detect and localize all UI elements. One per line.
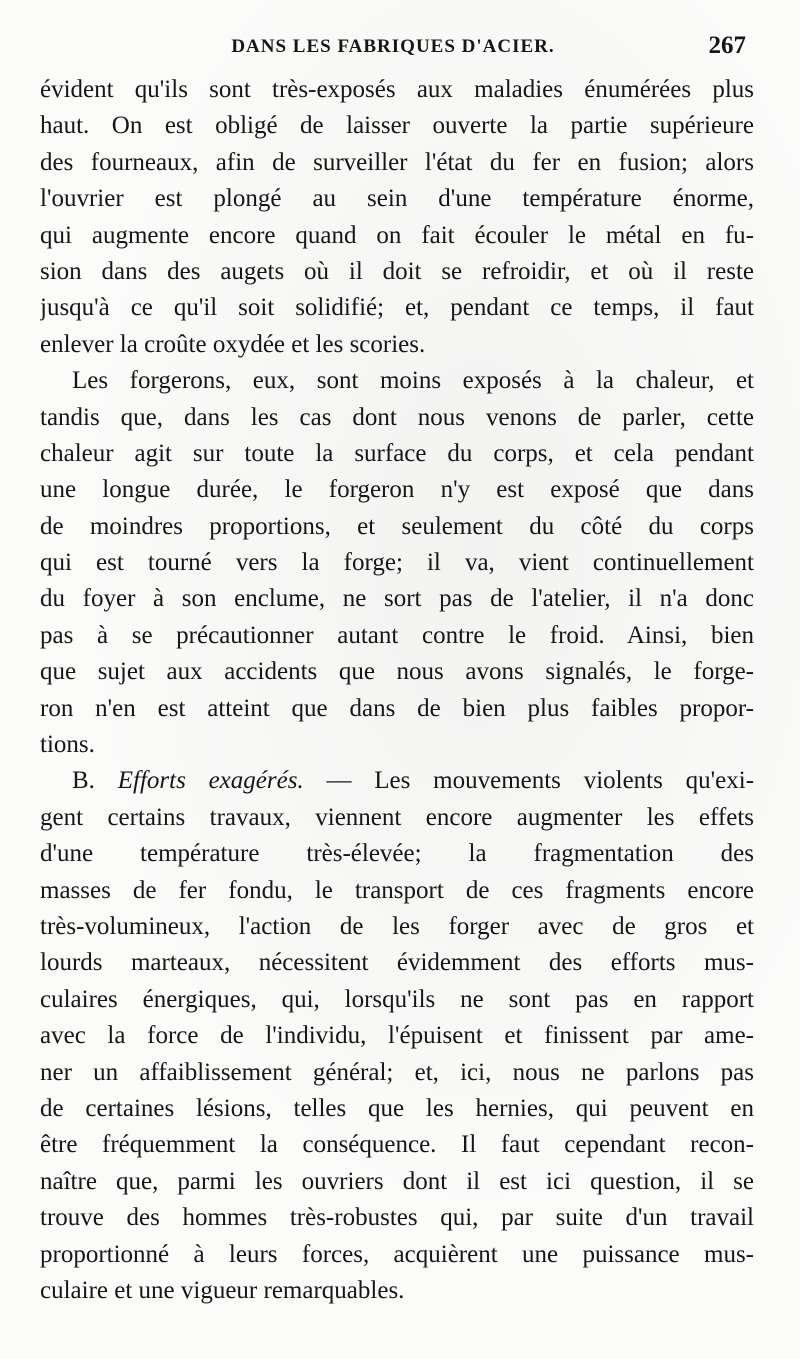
text-line: culaires énergiques, qui, lorsqu'ils ne sont pas en rapport [40,985,754,1013]
text-line: trouve des hommes très-robustes qui, par suite d'un travail [40,1204,754,1232]
section-first-line-text: — Les mouvements violents qu'exi- [326,767,754,795]
text-line: culaire et une vigueur remarquables. [40,1276,405,1304]
text-line: proportionné à leurs forces, acquièrent une puissance mus- [40,1240,754,1268]
text-line: haut. On est obligé de laisser ouverte la partie supérieure [40,112,754,140]
text-line: Les forgerons, eux, sont moins exposés à la chaleur, et [72,367,754,395]
text-line: d'une température très-élevée; la fragmentation des [40,840,754,868]
text-line: du foyer à son enclume, ne sort pas de l'atelier, il n'a donc [40,585,754,613]
text-line: sion dans des augets où il doit se refroidir, et où il reste [40,257,754,285]
text-line: pas à se précautionner autant contre le froid. Ainsi, bien [40,621,754,649]
text-line: une longue durée, le forgeron n'y est exposé que dans [40,476,754,504]
text-line: ron n'en est atteint que dans de bien plus faibles propor- [40,694,754,722]
text-line: chaleur agit sur toute la surface du corps, et cela pendant [40,439,754,467]
text-line: gent certains travaux, viennent encore augmenter les effets [40,803,754,831]
text-line: de moindres proportions, et seulement du côté du corps [40,512,754,540]
text-line: avec la force de l'individu, l'épuisent et finissent par ame- [40,1022,754,1050]
text-line: enlever la croûte oxydée et les scories. [40,330,426,358]
page-header [40,28,746,68]
text-line: jusqu'à ce qu'il soit solidifié; et, pendant ce temps, il faut [40,294,754,322]
section-title: Efforts exagérés. [117,767,304,795]
section-heading-line [40,763,754,799]
paragraph-2 [40,363,754,763]
running-title: DANS LES FABRIQUES D'ACIER. [231,36,555,57]
text-line: qui est tourné vers la forge; il va, vient continuellement [40,549,754,577]
paragraph-3 [40,763,754,1309]
body-text [40,72,754,1309]
text-line: de certaines lésions, telles que les hernies, qui peuvent en [40,1094,754,1122]
text-line: être fréquemment la conséquence. Il faut cependant recon- [40,1131,754,1159]
text-line: tandis que, dans les cas dont nous venons de parler, cette [40,403,754,431]
text-line: naître que, parmi les ouvriers dont il est ici question, il se [40,1167,754,1195]
page-number: 267 [708,32,746,59]
section-label: B. [72,767,95,795]
paragraph-1 [40,72,754,363]
text-line: évident qu'ils sont très-exposés aux maladies énumérées plus [40,76,754,103]
text-line: des fourneaux, afin de surveiller l'état du fer en fusion; alors [40,148,754,176]
text-line: lourds marteaux, nécessitent évidemment des efforts mus- [40,949,754,977]
text-line: l'ouvrier est plongé au sein d'une température énorme, [40,185,754,213]
text-line: ner un affaiblissement général; et, ici, nous ne parlons pas [40,1058,754,1086]
text-line: masses de fer fondu, le transport de ces fragments encore [40,876,754,904]
text-line: tions. [40,731,95,759]
text-line: qui augmente encore quand on fait écouler le métal en fu- [40,221,754,249]
text-line: que sujet aux accidents que nous avons signalés, le forge- [40,658,754,686]
text-line: très-volumineux, l'action de les forger avec de gros et [40,912,754,940]
